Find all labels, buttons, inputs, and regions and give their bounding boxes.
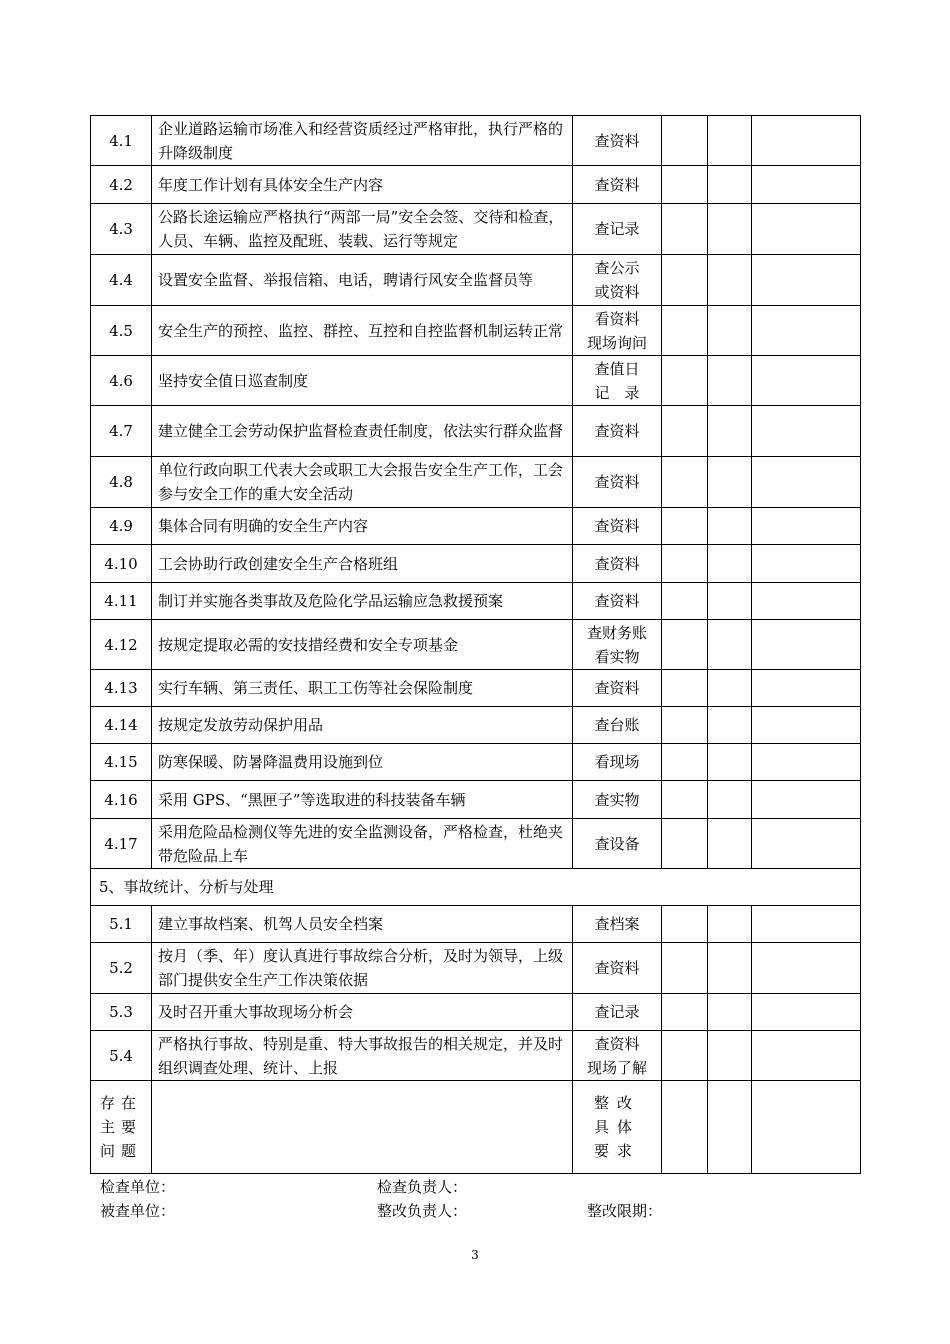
- remark-cell[interactable]: [752, 744, 861, 781]
- page-number: 3: [471, 1248, 479, 1262]
- problems-label: 存在 主要 问题: [91, 1081, 152, 1174]
- score-cell-2[interactable]: [708, 1031, 752, 1081]
- score-cell-2[interactable]: [708, 943, 752, 994]
- score-cell-2[interactable]: [708, 781, 752, 819]
- score-cell-2[interactable]: [708, 204, 752, 255]
- score-cell-2[interactable]: [708, 116, 752, 166]
- check-method: 查实物: [573, 781, 662, 819]
- inspect-unit-label: 检查单位：: [100, 1178, 176, 1196]
- item-content: 按月（季、年）度认真进行事故综合分析，及时为领导，上级部门提供安全生产工作决策依据: [152, 943, 573, 994]
- item-number: 4.10: [91, 545, 152, 583]
- remark-cell[interactable]: [752, 1031, 861, 1081]
- remark-cell[interactable]: [752, 583, 861, 620]
- check-method: 查设备: [573, 819, 662, 869]
- table-row: [91, 356, 861, 406]
- check-method: 查资料: [573, 670, 662, 707]
- check-method: 查台账: [573, 707, 662, 744]
- remark-cell[interactable]: [752, 306, 861, 356]
- item-content: 及时召开重大事故现场分析会: [152, 994, 573, 1031]
- item-number: 5.1: [91, 906, 152, 943]
- table-row: [91, 994, 861, 1031]
- score-cell-1[interactable]: [662, 1031, 708, 1081]
- item-number: 4.14: [91, 707, 152, 744]
- section-header-row: [91, 869, 861, 906]
- check-method: 查资料 现场了解: [573, 1031, 662, 1081]
- check-method: 查档案: [573, 906, 662, 943]
- table-row: [91, 943, 861, 994]
- item-content: 建立事故档案、机驾人员安全档案: [152, 906, 573, 943]
- remark-cell[interactable]: [752, 994, 861, 1031]
- table-row: [91, 781, 861, 819]
- item-content: 建立健全工会劳动保护监督检查责任制度，依法实行群众监督: [152, 406, 573, 457]
- remark-cell[interactable]: [752, 406, 861, 457]
- score-cell-2[interactable]: [708, 545, 752, 583]
- table-row: [91, 1031, 861, 1081]
- table-row: [91, 819, 861, 869]
- score-cell-2[interactable]: [708, 508, 752, 545]
- check-method: 查资料: [573, 457, 662, 508]
- table-row: [91, 166, 861, 204]
- score-cell-1[interactable]: [662, 306, 708, 356]
- item-number: 5.4: [91, 1031, 152, 1081]
- item-content: 集体合同有明确的安全生产内容: [152, 508, 573, 545]
- table-row: [91, 406, 861, 457]
- rectify-deadline-label: 整改限期：: [587, 1202, 663, 1220]
- score-cell-2[interactable]: [708, 819, 752, 869]
- score-cell-2[interactable]: [708, 406, 752, 457]
- score-cell-1[interactable]: [662, 457, 708, 508]
- rectify-lead-label: 整改负责人：: [377, 1202, 468, 1220]
- item-number: 4.6: [91, 356, 152, 406]
- score-cell-1[interactable]: [662, 204, 708, 255]
- score-cell-2[interactable]: [708, 306, 752, 356]
- item-content: 严格执行事故、特别是重、特大事故报告的相关规定，并及时组织调查处理、统计、上报: [152, 1031, 573, 1081]
- check-method: 查资料: [573, 545, 662, 583]
- check-method: 查资料: [573, 406, 662, 457]
- item-number: 4.1: [91, 116, 152, 166]
- table-row: [91, 707, 861, 744]
- item-content: 制订并实施各类事故及危险化学品运输应急救援预案: [152, 583, 573, 620]
- item-number: 4.16: [91, 781, 152, 819]
- check-method: 查记录: [573, 204, 662, 255]
- inspected-unit-label: 被查单位：: [100, 1202, 176, 1220]
- remark-cell[interactable]: [752, 943, 861, 994]
- score-cell-1[interactable]: [662, 583, 708, 620]
- score-cell-2[interactable]: [708, 583, 752, 620]
- check-method: 查资料: [573, 508, 662, 545]
- score-cell-2[interactable]: [708, 744, 752, 781]
- remark-cell[interactable]: [752, 781, 861, 819]
- check-method: 查记录: [573, 994, 662, 1031]
- score-cell-2[interactable]: [708, 670, 752, 707]
- table-row: [91, 906, 861, 943]
- item-content: 单位行政向职工代表大会或职工大会报告安全生产工作，工会参与安全工作的重大安全活动: [152, 457, 573, 508]
- check-method: 查资料: [573, 583, 662, 620]
- item-number: 4.13: [91, 670, 152, 707]
- item-content: 设置安全监督、举报信箱、电话，聘请行风安全监督员等: [152, 255, 573, 306]
- check-method: 查资料: [573, 943, 662, 994]
- table-row: [91, 204, 861, 255]
- item-content: 工会协助行政创建安全生产合格班组: [152, 545, 573, 583]
- remark-cell[interactable]: [752, 356, 861, 406]
- item-number: 4.2: [91, 166, 152, 204]
- score-cell-1[interactable]: [662, 356, 708, 406]
- score-cell-1[interactable]: [662, 670, 708, 707]
- check-method: 看资料 现场询问: [573, 306, 662, 356]
- remark-cell[interactable]: [752, 457, 861, 508]
- check-method: 查资料: [573, 116, 662, 166]
- remark-cell[interactable]: [752, 906, 861, 943]
- table-row: [91, 116, 861, 166]
- score-cell-1[interactable]: [662, 255, 708, 306]
- check-method: 看现场: [573, 744, 662, 781]
- item-content: 防寒保暖、防暑降温费用设施到位: [152, 744, 573, 781]
- item-content: 安全生产的预控、监控、群控、互控和自控监督机制运转正常: [152, 306, 573, 356]
- score-cell-2[interactable]: [708, 166, 752, 204]
- item-content: 实行车辆、第三责任、职工工伤等社会保险制度: [152, 670, 573, 707]
- item-number: 4.11: [91, 583, 152, 620]
- item-number: 4.8: [91, 457, 152, 508]
- table-row: [91, 255, 861, 306]
- score-cell-1[interactable]: [662, 620, 708, 670]
- item-content: 采用危险品检测仪等先进的安全监测设备，严格检查，杜绝夹带危险品上车: [152, 819, 573, 869]
- score-cell-2[interactable]: [708, 906, 752, 943]
- item-number: 4.9: [91, 508, 152, 545]
- check-method: 查资料: [573, 166, 662, 204]
- item-content: 按规定发放劳动保护用品: [152, 707, 573, 744]
- score-cell-2[interactable]: [708, 707, 752, 744]
- remark-cell[interactable]: [752, 116, 861, 166]
- item-content: 采用 GPS、“黑匣子”等选取进的科技装备车辆: [152, 781, 573, 819]
- score-cell-1[interactable]: [662, 744, 708, 781]
- table-row: [91, 744, 861, 781]
- table-row: [91, 545, 861, 583]
- requirements-cell-3[interactable]: [752, 1081, 861, 1174]
- item-number: 5.3: [91, 994, 152, 1031]
- score-cell-1[interactable]: [662, 994, 708, 1031]
- check-method: 查值日 记 录: [573, 356, 662, 406]
- check-method: 查财务账 看实物: [573, 620, 662, 670]
- item-content: 坚持安全值日巡查制度: [152, 356, 573, 406]
- inspect-lead-label: 检查负责人：: [377, 1178, 468, 1196]
- score-cell-2[interactable]: [708, 255, 752, 306]
- score-cell-1[interactable]: [662, 943, 708, 994]
- remark-cell[interactable]: [752, 255, 861, 306]
- inspection-table: [90, 115, 861, 1174]
- item-number: 4.17: [91, 819, 152, 869]
- remark-cell[interactable]: [752, 620, 861, 670]
- score-cell-1[interactable]: [662, 707, 708, 744]
- score-cell-2[interactable]: [708, 457, 752, 508]
- score-cell-1[interactable]: [662, 781, 708, 819]
- score-cell-1[interactable]: [662, 166, 708, 204]
- table-row: [91, 583, 861, 620]
- score-cell-1[interactable]: [662, 819, 708, 869]
- remark-cell[interactable]: [752, 707, 861, 744]
- item-number: 4.12: [91, 620, 152, 670]
- item-number: 4.5: [91, 306, 152, 356]
- requirements-cell-1[interactable]: [662, 1081, 708, 1174]
- remark-cell[interactable]: [752, 545, 861, 583]
- item-number: 4.15: [91, 744, 152, 781]
- remark-cell[interactable]: [752, 204, 861, 255]
- requirements-cell-2[interactable]: [708, 1081, 752, 1174]
- requirements-label: 整改 具体 要求: [573, 1081, 662, 1174]
- item-number: 4.7: [91, 406, 152, 457]
- problems-row: [91, 1081, 861, 1174]
- score-cell-1[interactable]: [662, 508, 708, 545]
- remark-cell[interactable]: [752, 819, 861, 869]
- score-cell-2[interactable]: [708, 620, 752, 670]
- section-title: 5、事故统计、分析与处理: [91, 869, 861, 906]
- score-cell-2[interactable]: [708, 994, 752, 1031]
- remark-cell[interactable]: [752, 670, 861, 707]
- remark-cell[interactable]: [752, 166, 861, 204]
- table-row: [91, 508, 861, 545]
- item-number: 5.2: [91, 943, 152, 994]
- score-cell-2[interactable]: [708, 356, 752, 406]
- score-cell-1[interactable]: [662, 406, 708, 457]
- table-row: [91, 457, 861, 508]
- score-cell-1[interactable]: [662, 545, 708, 583]
- table-row: [91, 306, 861, 356]
- remark-cell[interactable]: [752, 508, 861, 545]
- score-cell-1[interactable]: [662, 116, 708, 166]
- item-content: 年度工作计划有具体安全生产内容: [152, 166, 573, 204]
- item-content: 企业道路运输市场准入和经营资质经过严格审批，执行严格的升降级制度: [152, 116, 573, 166]
- score-cell-1[interactable]: [662, 906, 708, 943]
- table-row: [91, 620, 861, 670]
- item-content: 公路长途运输应严格执行“两部一局”安全会签、交待和检查，人员、车辆、监控及配班、装载、运行等规定: [152, 204, 573, 255]
- item-number: 4.4: [91, 255, 152, 306]
- table-row: [91, 670, 861, 707]
- item-number: 4.3: [91, 204, 152, 255]
- problems-content[interactable]: [152, 1081, 573, 1174]
- item-content: 按规定提取必需的安技措经费和安全专项基金: [152, 620, 573, 670]
- check-method: 查公示 或资料: [573, 255, 662, 306]
- table-body: [91, 116, 861, 1174]
